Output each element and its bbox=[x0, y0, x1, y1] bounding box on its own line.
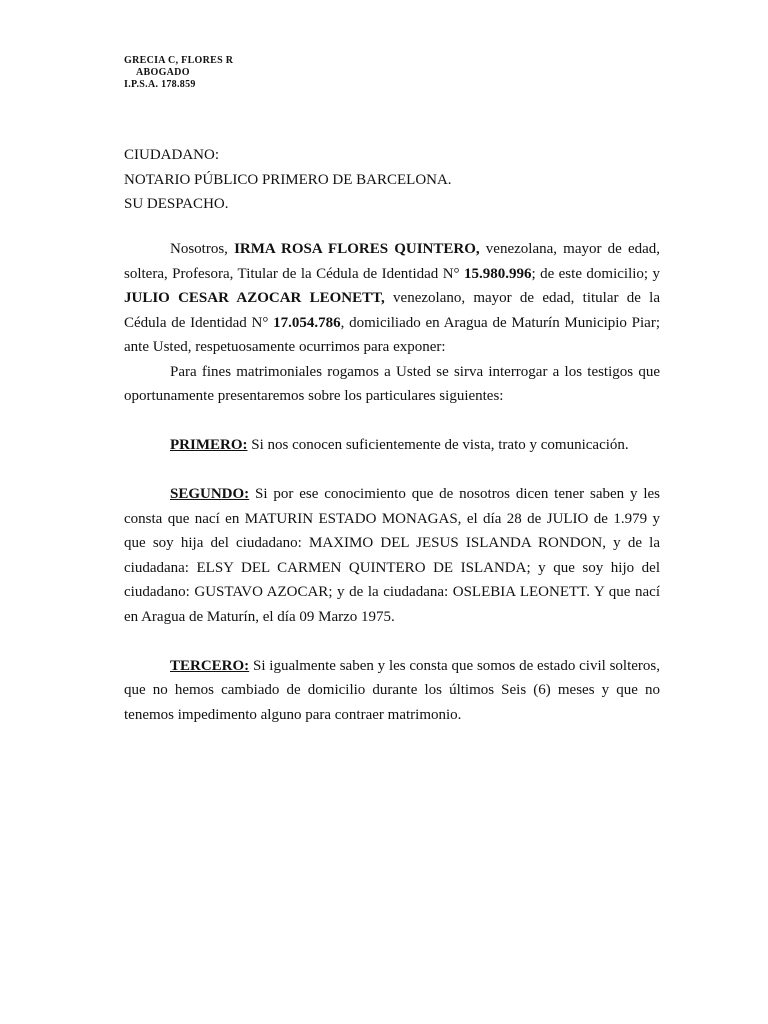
item-primero bbox=[124, 433, 660, 458]
addressee-line-1: CIUDADANO: bbox=[124, 147, 219, 163]
item-tercero-text: Si igualmente saben y les consta que somos de estado civil solteros, que no hemos cambiado de domicilio durante los últimos Seis (6) meses y que no tenemos impedimento alguno para contraer matrimonio. bbox=[124, 657, 660, 723]
addressee-block bbox=[124, 143, 452, 217]
item-tercero-label: TERCERO: bbox=[170, 657, 250, 674]
item-primero-text: Si nos conocen suficientemente de vista, trato y comunicación. bbox=[247, 437, 629, 453]
item-segundo-text: Si por ese conocimiento que de nosotros dicen tener saben y les consta que nací en MATURIN ESTADO MONAGAS, el día 28 de JULIO de 1.979 y que soy hija del ciudadano: MAXIMO DEL JESUS ISLANDA RONDON, y de la ciudadana: ELSY DEL CARMEN QUINTERO DE ISLANDA; y que soy hijo del ciudadano: GUSTAVO AZOCAR; y de la ciudadana: OSLEBIA LEONETT. Y que nací en Aragua de Maturín, el día 09 Marzo 1975. bbox=[124, 486, 660, 625]
addressee-line-2: NOTARIO PÚBLICO PRIMERO DE BARCELONA. bbox=[124, 171, 452, 188]
intro-text-4: venezolano, mayor de edad, titular de la Cédula de Identidad N° bbox=[124, 290, 660, 331]
addressee-line-3: SU DESPACHO. bbox=[124, 196, 229, 212]
item-primero-label: PRIMERO: bbox=[170, 437, 248, 453]
attorney-title: ABOGADO bbox=[136, 67, 190, 78]
intro-text-3: ; de este domicilio; y bbox=[531, 265, 660, 282]
intro-text-2: venezolana, mayor de edad, soltera, Profesora, Titular de la Cédula de Identidad N° bbox=[124, 241, 661, 282]
item-segundo bbox=[124, 482, 660, 629]
applicant-1-name: IRMA ROSA FLORES QUINTERO, bbox=[234, 241, 480, 257]
attorney-registry: I.P.S.A. 178.859 bbox=[124, 79, 196, 90]
applicant-2-id: 17.054.786 bbox=[273, 314, 341, 331]
item-tercero bbox=[124, 654, 660, 728]
intro-text-1: Nosotros, bbox=[170, 241, 235, 257]
attorney-name: GRECIA C, FLORES R bbox=[124, 55, 234, 66]
item-segundo-label: SEGUNDO: bbox=[170, 486, 250, 502]
document-body bbox=[124, 237, 660, 727]
purpose-paragraph: Para fines matrimoniales rogamos a Usted se sirva interrogar a los testigos que oportunamente presentaremos sobre los particulares siguientes: bbox=[124, 363, 660, 404]
letterhead bbox=[124, 55, 233, 91]
applicant-1-id: 15.980.996 bbox=[463, 265, 532, 282]
intro-paragraph bbox=[124, 237, 660, 360]
intro-text-5: , domiciliado en Aragua de Maturín Municipio Piar; ante Usted, respetuosamente ocurrimos para exponer: bbox=[124, 314, 661, 355]
applicant-2-name: JULIO CESAR AZOCAR LEONETT, bbox=[124, 290, 385, 306]
